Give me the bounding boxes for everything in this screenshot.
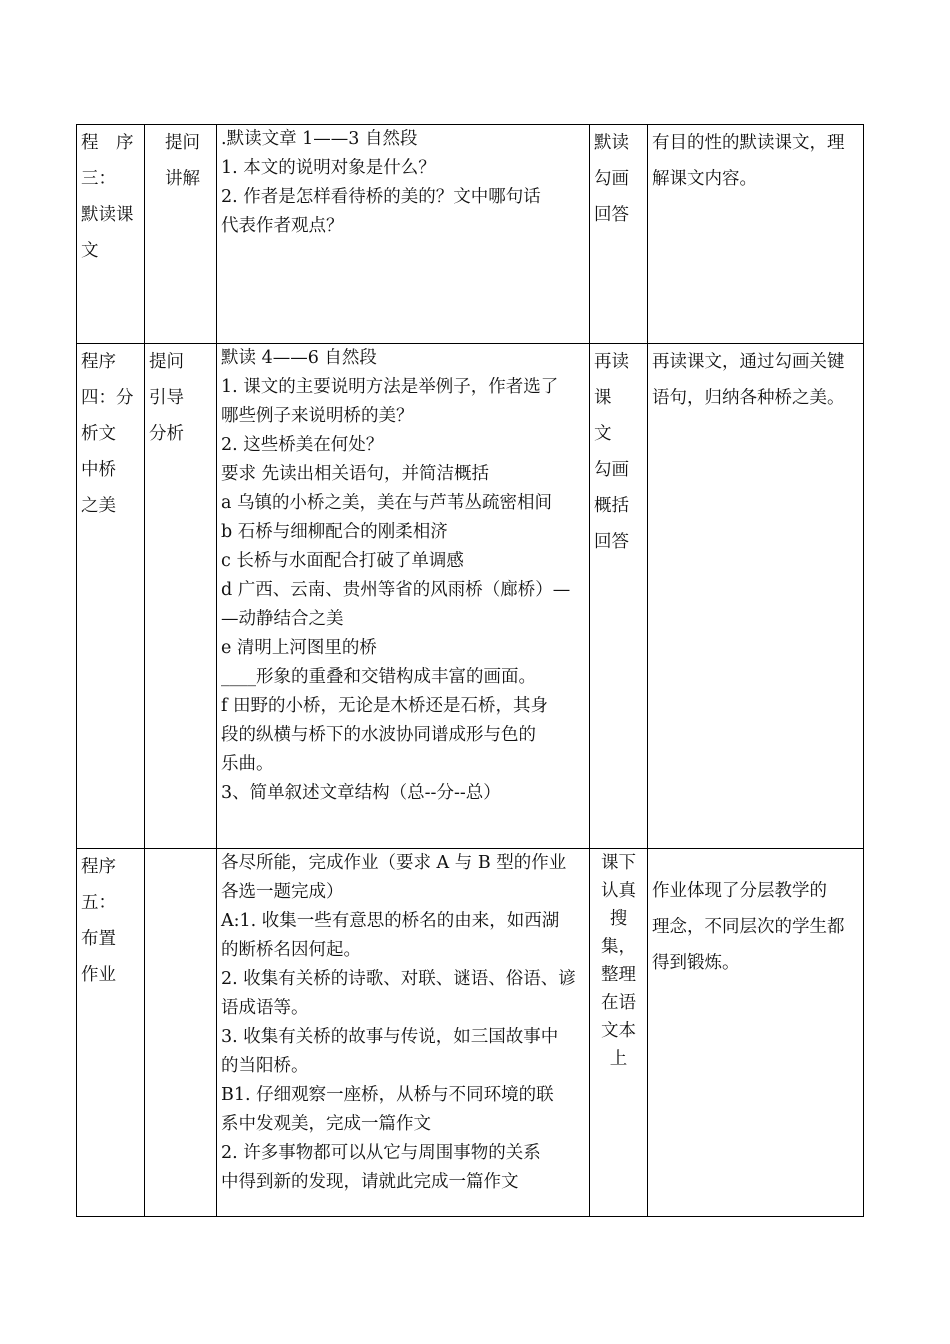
content-line: 的当阳桥。 [221,1056,309,1076]
stage-cell [77,849,145,1217]
student-line: 默读 [594,133,629,153]
goal-line: 得到锻炼。 [652,953,740,973]
content-cell [217,849,590,1217]
stage-line: 五： [81,893,116,913]
stage-line: 程序 [81,857,116,877]
content-line: 段的纵横与桥下的水波协同谱成形与色的 [221,725,536,745]
stage-line: 作业 [81,965,116,985]
content-line: b 石桥与细柳配合的刚柔相济 [221,522,448,542]
table-row [77,849,864,1217]
content-line: B1. 仔细观察一座桥，从桥与不同环境的联 [221,1085,554,1105]
content-line: 2. 这些桥美在何处？ [221,435,384,455]
content-line: 默读 4——6 自然段 [221,348,377,368]
content-line: d 广西、云南、贵州等省的风雨桥（廊桥）— [221,580,571,600]
method-line: 提问 [149,352,184,372]
method-line: 分析 [149,424,184,444]
stage-line: 布置 [81,929,116,949]
content-line: 语成语等。 [221,998,309,1018]
student-line: 集， [601,937,636,957]
content-line: 2. 作者是怎样看待桥的美的？文中哪句话 [221,187,541,207]
student-line: 文本 [601,1021,636,1041]
goal-cell [648,344,864,849]
student-line: 认真 [601,881,636,901]
method-cell [145,849,217,1217]
goal-line: 作业体现了分层教学的 [652,881,827,901]
table-row [77,344,864,849]
stage-line: 中桥 [81,460,116,480]
content-line: ____形象的重叠和交错构成丰富的画面。 [221,667,536,687]
stage-cell [77,344,145,849]
method-cell [145,125,217,344]
content-line: e 清明上河图里的桥 [221,638,377,658]
content-line: 的断桥名因何起。 [221,940,361,960]
content-line: 代表作者观点？ [221,216,344,236]
student-line: 在语 [601,993,636,1013]
content-line: 2. 收集有关桥的诗歌、对联、谜语、俗语、谚 [221,969,576,989]
student-activity-cell [590,125,648,344]
stage-line: 四：分 [81,388,134,408]
content-line: 各尽所能，完成作业（要求 A 与 B 型的作业 [221,853,567,873]
content-line: 3. 收集有关桥的故事与传说，如三国故事中 [221,1027,559,1047]
content-cell [217,344,590,849]
content-line: 哪些例子来说明桥的美？ [221,406,414,426]
content-line: 中得到新的发现，请就此完成一篇作文 [221,1172,519,1192]
student-line: 概括 [594,496,629,516]
student-line: 勾画 [594,169,629,189]
content-line: c 长桥与水面配合打破了单调感 [221,551,464,571]
student-line: 勾画 [594,460,629,480]
stage-line: 程 序 [81,133,134,153]
content-line: a 乌镇的小桥之美，美在与芦苇丛疏密相间 [221,493,552,513]
lesson-plan-table [76,124,864,1217]
stage-cell [77,125,145,344]
method-line: 引导 [149,388,184,408]
goal-line: 语句，归纳各种桥之美。 [652,388,845,408]
stage-line: 程序 [81,352,116,372]
stage-line: 析文 [81,424,116,444]
method-line: 讲解 [165,169,200,189]
student-line: 整理 [601,965,636,985]
student-line: 课下 [601,853,636,873]
content-line: 1. 本文的说明对象是什么？ [221,158,436,178]
goal-line: 有目的性的默读课文，理 [652,133,845,153]
student-line: 上 [609,1049,628,1069]
content-line: .默读文章 1——3 自然段 [221,129,418,149]
content-line: 各选一题完成） [221,882,344,902]
goal-cell [648,125,864,344]
method-cell [145,344,217,849]
content-line: —动静结合之美 [221,609,344,629]
student-activity-cell [590,344,648,849]
student-line: 文 [594,424,612,444]
content-line: 2. 许多事物都可以从它与周围事物的关系 [221,1143,541,1163]
content-line: 要求 先读出相关语句，并简洁概括 [221,464,490,484]
goal-line: 再读课文，通过勾画关键 [652,352,845,372]
student-line: 搜 [609,909,628,929]
stage-line: 之美 [81,496,116,516]
goal-cell [648,849,864,1217]
student-activity-cell [590,849,648,1217]
student-line: 回答 [594,532,629,552]
content-line: A:1. 收集一些有意思的桥名的由来，如西湖 [221,911,560,931]
content-line: 3、简单叙述文章结构（总--分--总） [221,783,501,803]
content-line: 系中发观美，完成一篇作文 [221,1114,431,1134]
content-cell [217,125,590,344]
stage-line: 三： [81,169,116,189]
content-line: f 田野的小桥，无论是木桥还是石桥，其身 [221,696,549,716]
student-line: 回答 [594,205,629,225]
method-line: 提问 [165,133,200,153]
table-row [77,125,864,344]
stage-line: 文 [81,241,99,261]
goal-line: 理念，不同层次的学生都 [652,917,845,937]
student-line: 再读课 [594,352,629,408]
content-line: 乐曲。 [221,754,274,774]
content-line: 1. 课文的主要说明方法是举例子，作者选了 [221,377,559,397]
goal-line: 解课文内容。 [652,169,757,189]
stage-line: 默读课 [81,205,134,225]
